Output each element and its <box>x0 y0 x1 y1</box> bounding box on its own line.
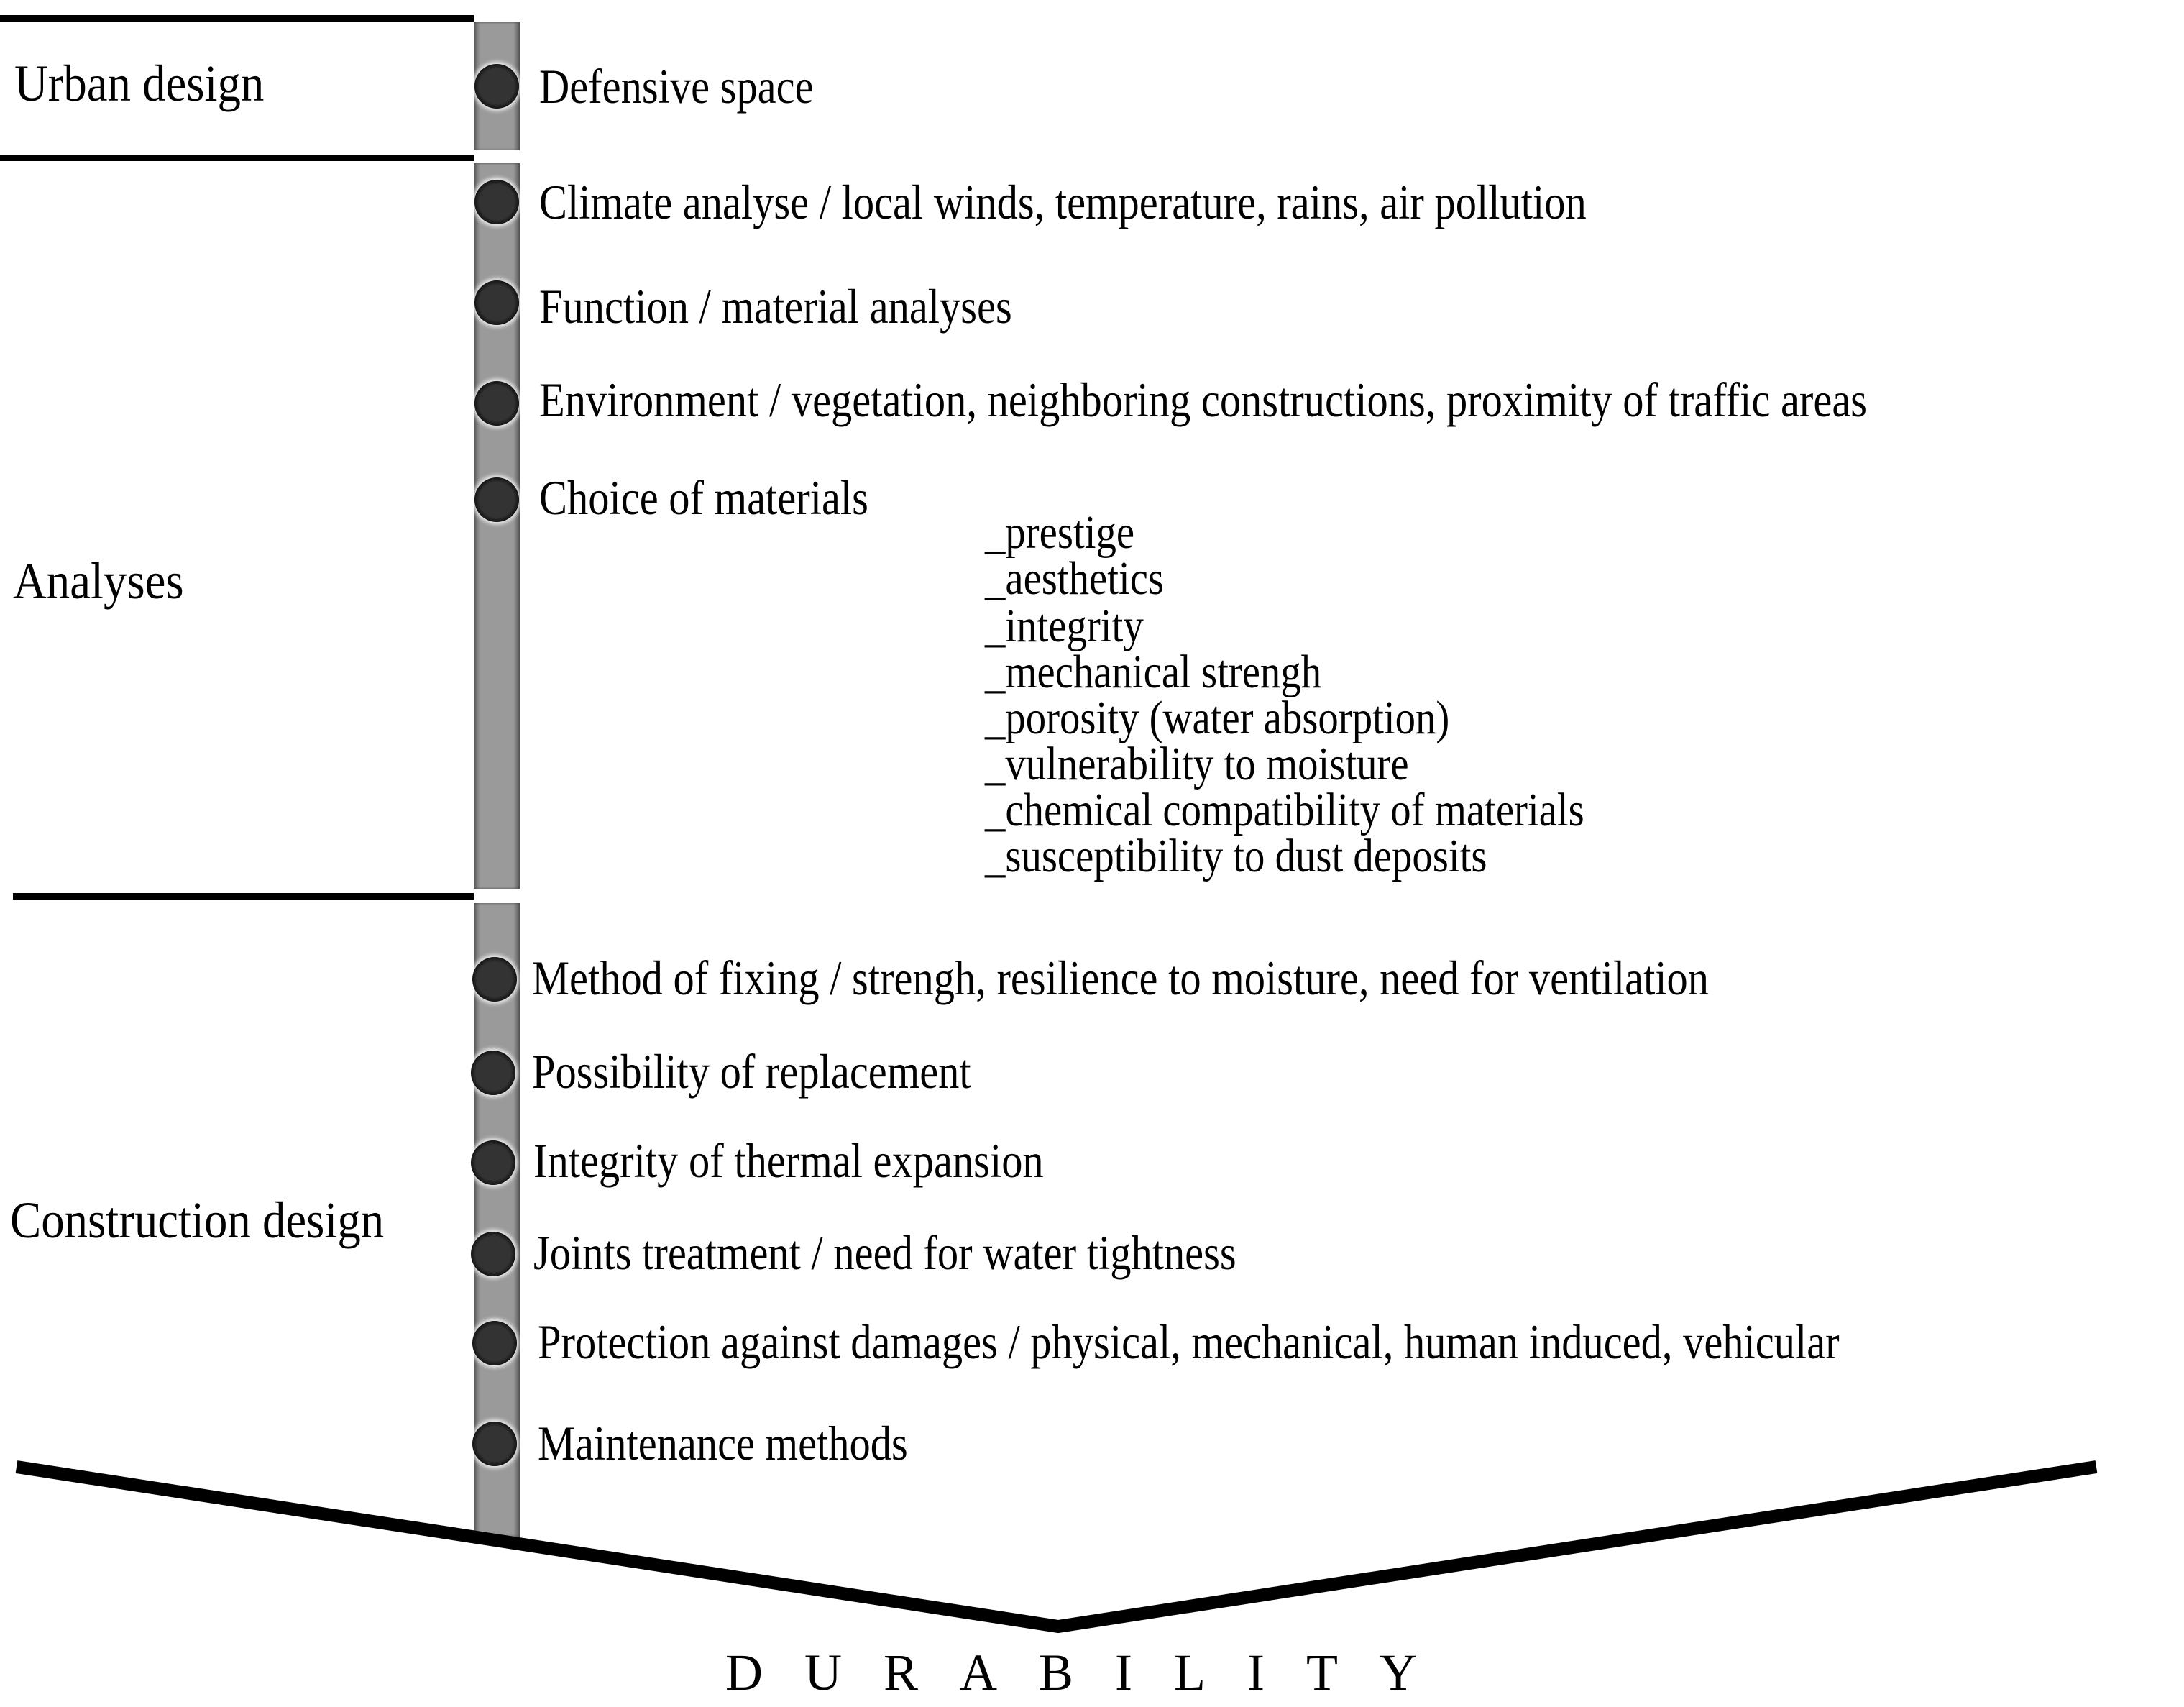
item-possibility-of-replacement: Possibility of replacement <box>532 1044 971 1099</box>
criterion-prestige: _prestige <box>985 506 1135 559</box>
criterion-aesthetics: _aesthetics <box>985 552 1165 605</box>
outcome-durability: DURABILITY <box>725 1644 1459 1701</box>
criterion-mechanical-strength: _mechanical strengh <box>985 646 1322 698</box>
criterion-porosity: _porosity (water absorption) <box>985 692 1450 744</box>
item-method-of-fixing: Method of fixing / strengh, resilience to moisture, need for ventilation <box>532 951 1710 1005</box>
criterion-vulnerability-moisture: _vulnerability to moisture <box>985 738 1409 790</box>
section-label-urban-design: Urban design <box>14 55 265 112</box>
criterion-dust-deposits: _susceptibility to dust deposits <box>985 830 1487 882</box>
item-defensive-space: Defensive space <box>539 59 814 114</box>
section-label-construction-design: Construction design <box>10 1191 385 1249</box>
item-maintenance-methods: Maintenance methods <box>538 1416 908 1470</box>
item-joints-treatment: Joints treatment / need for water tightness <box>533 1225 1236 1280</box>
item-integrity-thermal-expansion: Integrity of thermal expansion <box>533 1133 1044 1188</box>
item-climate-analyse: Climate analyse / local winds, temperature, rains, air pollution <box>539 175 1587 229</box>
item-function-material-analyses: Function / material analyses <box>539 279 1012 334</box>
criterion-chemical-compatibility: _chemical compatibility of materials <box>985 784 1584 836</box>
item-choice-of-materials: Choice of materials <box>539 470 868 525</box>
section-label-analyses: Analyses <box>13 552 184 610</box>
item-protection-against-damages: Protection against damages / physical, mechanical, human induced, vehicular <box>538 1314 1840 1369</box>
item-environment: Environment / vegetation, neighboring constructions, proximity of traffic areas <box>539 372 1868 427</box>
criterion-integrity: _integrity <box>985 600 1144 652</box>
